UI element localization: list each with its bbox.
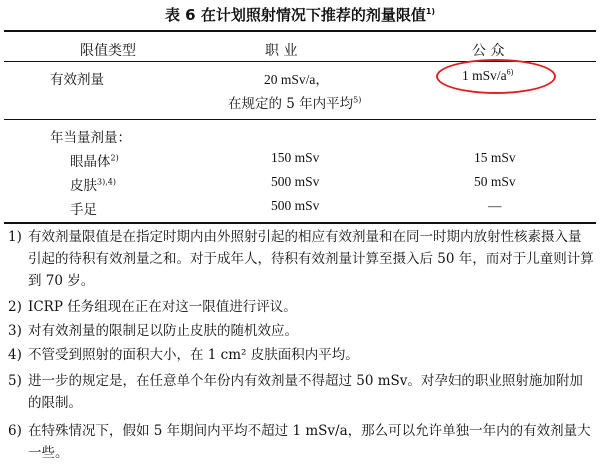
footnote-text: 对有效剂量的限制足以防止皮肤的随机效应。	[28, 323, 298, 339]
skin-footnote-ref: 3),4)	[97, 177, 116, 187]
bottom-rule	[4, 222, 596, 224]
footnote-2	[8, 296, 594, 318]
footnote-6	[8, 420, 594, 464]
footnote-text: 有效剂量限值是在指定时期内由外照射引起的相应有效剂量和在同一时期内放射性核素摄入量引起的待积有效剂量之和。对于成年人，待积有效剂量计算至摄入后 50 年，而对于儿童则计算到 70 岁。	[28, 229, 594, 289]
row-hands-public: —	[488, 198, 502, 213]
row-lens-label	[70, 150, 119, 170]
row-skin-occ: 500 mSv	[271, 174, 320, 189]
row-hands-label: 手足	[70, 202, 97, 218]
footnote-3	[8, 320, 594, 342]
skin-label-text: 皮肤	[70, 178, 97, 194]
footnote-number: 2)	[8, 299, 22, 315]
footnote-1	[8, 226, 594, 292]
footnote-4	[8, 344, 594, 366]
title-footnote-ref: 1)	[425, 7, 436, 16]
footnote-number: 1)	[8, 229, 22, 245]
top-rule	[4, 30, 596, 32]
row-hands-occ: 500 mSv	[271, 198, 320, 213]
header-type: 限值类型	[80, 43, 136, 59]
footnote-number: 3)	[8, 323, 22, 339]
lens-label-text: 眼晶体	[70, 154, 111, 170]
row-effective-occ-line1: 20 mSv/a，	[264, 72, 329, 87]
row-effective-label: 有效剂量	[50, 72, 104, 88]
section-rule	[4, 119, 596, 120]
header-public: 公 众	[472, 43, 505, 59]
lens-footnote-ref: 2)	[110, 153, 119, 163]
row-effective-occ-line2	[228, 92, 361, 112]
row-skin-label	[70, 174, 116, 194]
public-footnote-ref: 6)	[506, 67, 514, 77]
row-skin-public: 50 mSv	[474, 174, 516, 189]
occ-line2-text: 在规定的 5 年内平均	[228, 96, 354, 112]
footnote-number: 6)	[8, 423, 22, 439]
row-lens-public: 15 mSv	[474, 150, 516, 165]
footnote-text: 在特殊情况下，假如 5 年期间内平均不超过 1 mSv/a，那么可以允许单独一年内的有效剂量大一些。	[28, 423, 591, 461]
footnote-text: 进一步的规定是，在任意单个年份内有效剂量不得超过 50 mSv。对孕妇的职业照射施加附加的限制。	[28, 373, 583, 411]
footnote-text: 不管受到照射的面积大小，在 1 cm² 皮肤面积内平均。	[28, 347, 359, 363]
occ-footnote-ref: 5)	[353, 95, 362, 105]
table-title	[0, 4, 600, 25]
footnote-number: 5)	[8, 373, 22, 389]
table-title-text: 表 6 在计划照射情况下推荐的剂量限值	[164, 6, 426, 24]
public-effective-value: 1 mSv/a	[462, 68, 507, 83]
header-occupational: 职 业	[265, 43, 298, 59]
highlight-ellipse	[436, 59, 556, 94]
row-lens-occ: 150 mSv	[271, 150, 320, 165]
footnote-number: 4)	[8, 347, 22, 363]
annual-heading: 年当量剂量：	[50, 130, 131, 146]
footnote-text: ICRP 任务组现在正在对这一限值进行评议。	[28, 299, 297, 315]
footnote-5	[8, 370, 594, 414]
